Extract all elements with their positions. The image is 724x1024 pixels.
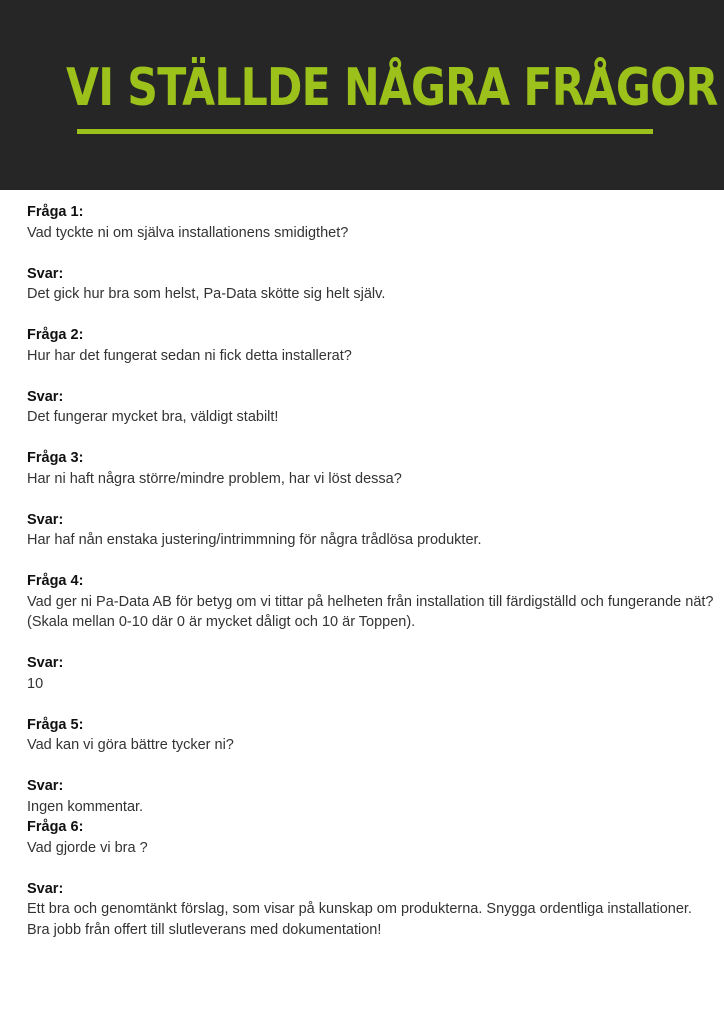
answer-2	[27, 387, 717, 428]
answer-6	[27, 879, 717, 941]
answer-label: Svar:	[27, 511, 64, 528]
question-4	[27, 571, 717, 633]
question-text: Vad gjorde vi bra ?	[27, 839, 148, 856]
question-text: Vad tyckte ni om själva installationens smidigthet?	[27, 224, 349, 241]
question-label: Fråga 2:	[27, 327, 84, 343]
page-header	[0, 0, 724, 190]
question-3	[27, 448, 717, 489]
answer-label: Svar:	[27, 655, 64, 671]
page-title: VI STÄLLDE NÅGRA FRÅGOR	[66, 58, 718, 118]
answer-text: Det fungerar mycket bra, väldigt stabilt!	[27, 409, 279, 425]
answer-label: Svar:	[27, 388, 64, 405]
question-label: Fråga 5:	[27, 716, 84, 733]
question-text: Har ni haft några större/mindre problem, har vi löst dessa?	[27, 470, 402, 487]
answer-text: Ett bra och genomtänkt förslag, som visar på kunskap om produkterna. Snygga ordentliga installationer. Bra jobb från offert till slutleverans med dokumentation!	[27, 901, 692, 938]
answer-label: Svar:	[27, 265, 64, 282]
answer-3	[27, 510, 717, 551]
question-text: Vad ger ni Pa-Data AB för betyg om vi tittar på helheten från installation till färdigställd och fungerande nät?	[27, 593, 714, 610]
answer-text: Har haf nån enstaka justering/intrimmning för några trådlösa produkter.	[27, 532, 482, 548]
question-text: Vad kan vi göra bättre tycker ni?	[27, 737, 234, 753]
answer-text: 10	[27, 675, 44, 692]
question-text: Hur har det fungerat sedan ni fick detta installerat?	[27, 347, 352, 364]
question-6	[27, 817, 717, 858]
question-1	[27, 202, 717, 243]
answer-label: Svar:	[27, 778, 64, 794]
answer-1	[27, 264, 717, 305]
question-2	[27, 325, 717, 366]
answer-5	[27, 776, 717, 817]
question-scale-note: (Skala mellan 0-10 där 0 är mycket dåligt och 10 är Toppen).	[27, 614, 416, 630]
question-5	[27, 715, 717, 756]
question-label: Fråga 1:	[27, 204, 84, 220]
question-label: Fråga 4:	[27, 573, 84, 589]
answer-label: Svar:	[27, 880, 64, 897]
qa-list	[27, 202, 717, 961]
answer-text: Det gick hur bra som helst, Pa-Data skötte sig helt själv.	[27, 286, 386, 302]
question-label: Fråga 3:	[27, 450, 84, 466]
question-label: Fråga 6:	[27, 819, 84, 835]
answer-4	[27, 653, 717, 694]
title-underline	[77, 129, 653, 134]
answer-text: Ingen kommentar.	[27, 798, 144, 815]
